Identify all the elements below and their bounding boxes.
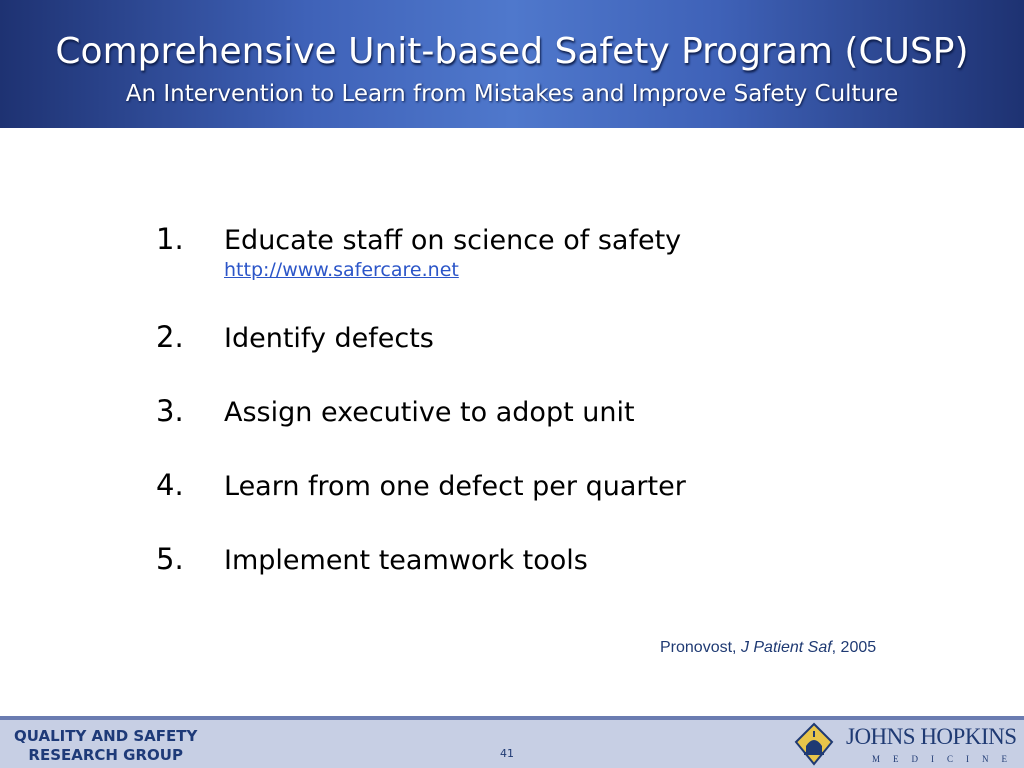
citation <box>660 637 876 659</box>
list-number: 4. <box>156 468 184 502</box>
citation-journal: J Patient Saf <box>740 639 832 656</box>
list-text: Identify defects <box>224 323 434 354</box>
org-name <box>14 727 197 765</box>
list-item <box>150 316 910 390</box>
johns-hopkins-wordmark: JOHNS HOPKINS <box>846 724 1017 749</box>
org-name-line2: RESEARCH GROUP <box>28 746 183 764</box>
numbered-list <box>150 218 910 612</box>
list-number: 3. <box>156 394 184 428</box>
list-number: 5. <box>156 542 184 576</box>
slide-title: Comprehensive Unit-based Safety Program (CUSP) <box>55 31 969 72</box>
list-item <box>150 218 910 316</box>
list-text: Educate staff on science of safety <box>224 225 682 256</box>
list-item <box>150 464 910 538</box>
safercare-link[interactable]: http://www.safercare.net <box>224 259 459 281</box>
citation-year: , 2005 <box>831 639 877 656</box>
medicine-wordmark: MEDICINE <box>872 754 1020 764</box>
org-name-line1: QUALITY AND SAFETY <box>14 727 198 745</box>
list-number: 2. <box>156 320 184 354</box>
list-text: Learn from one defect per quarter <box>224 471 686 502</box>
slide-subtitle: An Intervention to Learn from Mistakes and Improve Safety Culture <box>125 81 899 107</box>
list-item <box>150 390 910 464</box>
list-text: Implement teamwork tools <box>224 545 588 576</box>
page-number: 41 <box>500 747 514 760</box>
citation-author: Pronovost, <box>660 639 741 656</box>
johns-hopkins-dome-shield-icon <box>792 722 836 766</box>
list-number: 1. <box>156 222 184 256</box>
list-text: Assign executive to adopt unit <box>224 397 635 428</box>
list-item <box>150 538 910 612</box>
